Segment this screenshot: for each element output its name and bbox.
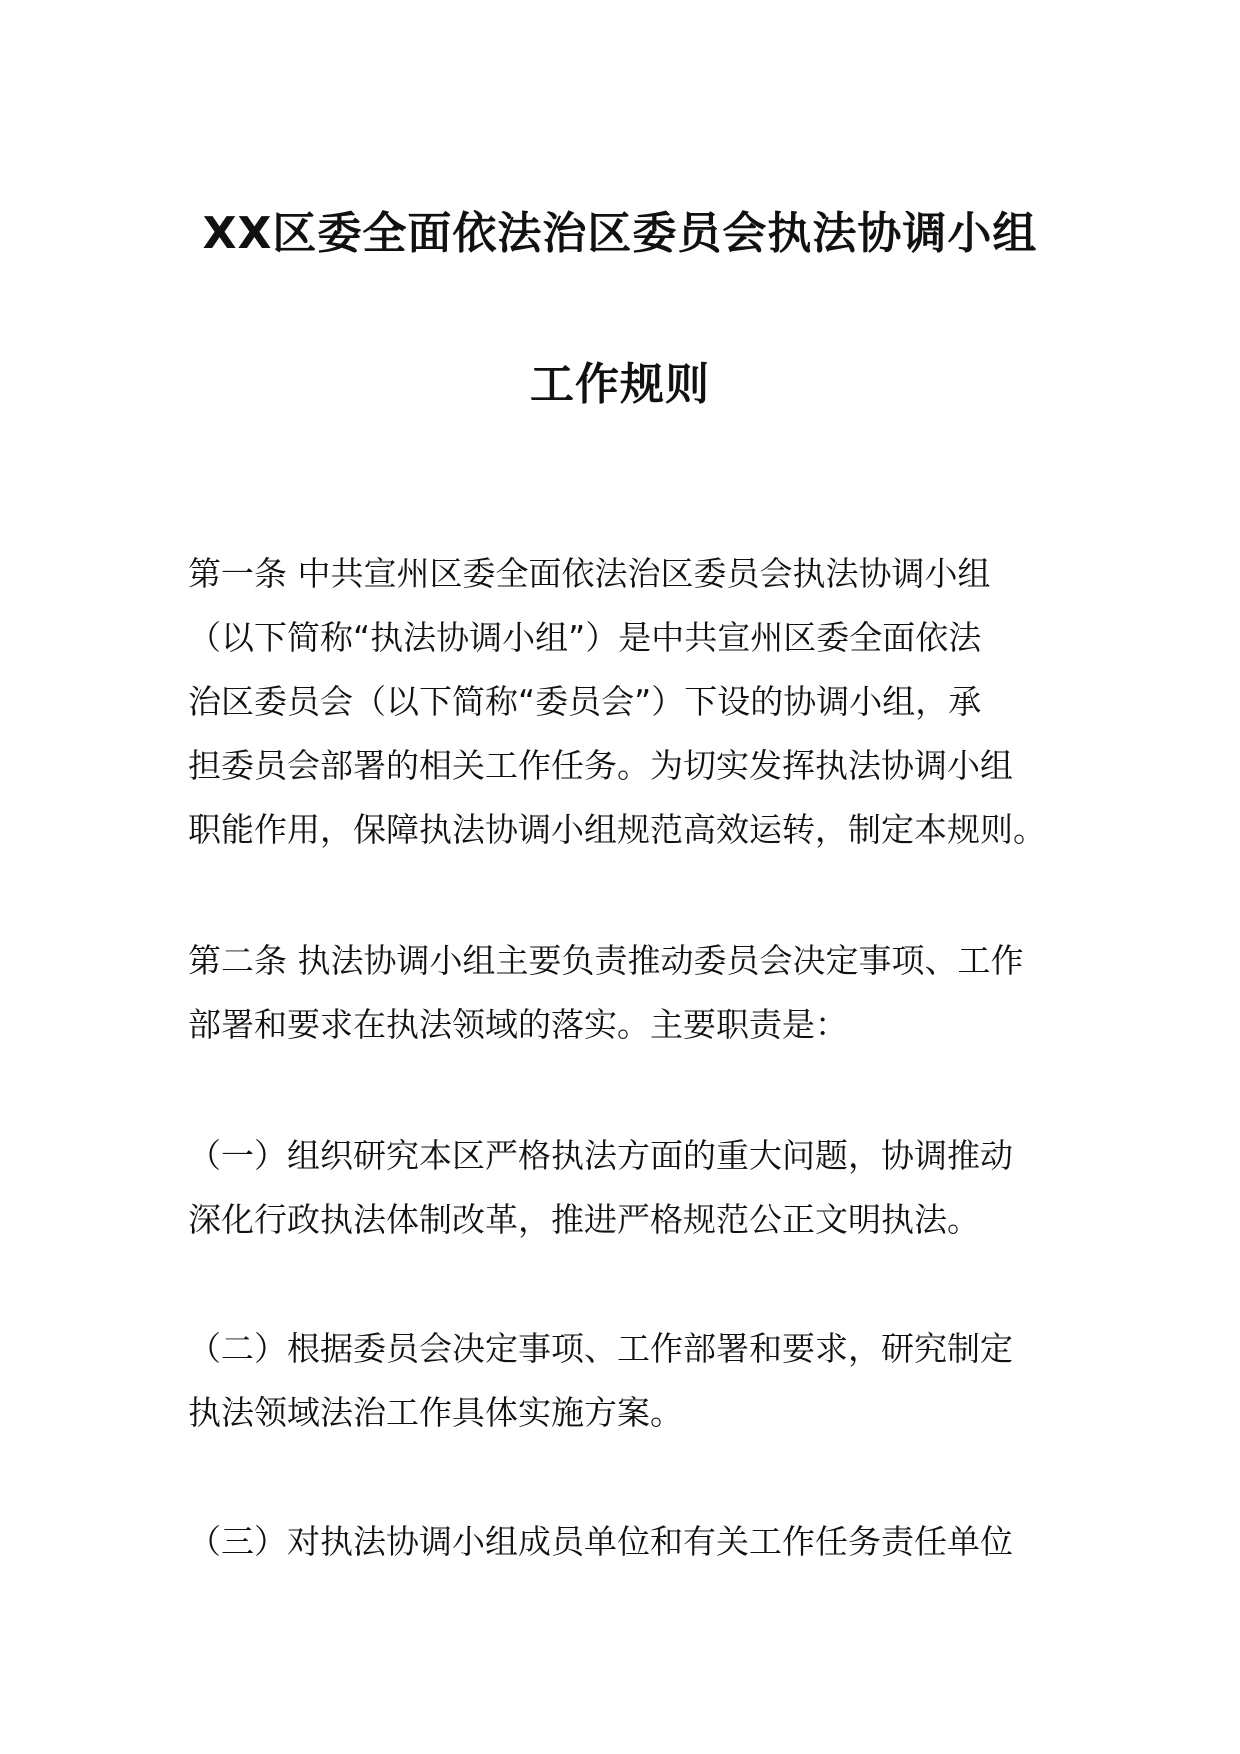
paragraph-line: 担委员会部署的相关工作任务。为切实发挥执法协调小组 — [188, 746, 1013, 785]
item-2-paragraph — [188, 1317, 1058, 1445]
paragraph-line: 治区委员会（以下简称“委员会”）下设的协调小组，承 — [188, 682, 982, 721]
paragraph-line: 执法领域法治工作具体实施方案。 — [188, 1393, 683, 1432]
paragraph-line: 职能作用，保障执法协调小组规范高效运转，制定本规则。 — [188, 810, 1046, 849]
article-1-paragraph — [188, 542, 1058, 862]
article-2-paragraph — [188, 929, 1058, 1057]
document-title-line-2: 工作规则 — [530, 359, 710, 410]
paragraph-line: （一）组织研究本区严格执法方面的重大问题，协调推动 — [188, 1136, 1013, 1175]
paragraph-line: 第二条 执法协调小组主要负责推动委员会决定事项、工作 — [188, 941, 1024, 980]
paragraph-line: 第一条 中共宣州区委全面依法治区委员会执法协调小组 — [188, 554, 991, 593]
paragraph-line: （三）对执法协调小组成员单位和有关工作任务责任单位 — [188, 1522, 1013, 1561]
paragraph-line: 深化行政执法体制改革，推进严格规范公正文明执法。 — [188, 1200, 980, 1239]
document-title-line-1: XX区委全面依法治区委员会执法协调小组 — [202, 208, 1038, 259]
item-1-paragraph — [188, 1124, 1058, 1252]
paragraph-line: （二）根据委员会决定事项、工作部署和要求，研究制定 — [188, 1329, 1013, 1368]
paragraph-line: 部署和要求在执法领域的落实。主要职责是： — [188, 1005, 848, 1044]
paragraph-line: （以下简称“执法协调小组”）是中共宣州区委全面依法 — [188, 618, 982, 657]
item-3-paragraph — [188, 1510, 1058, 1574]
